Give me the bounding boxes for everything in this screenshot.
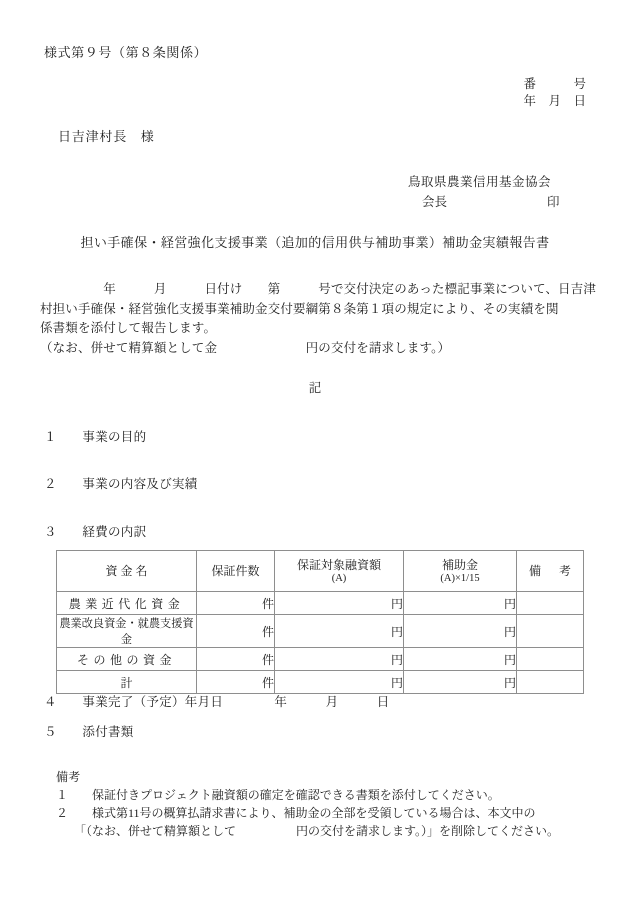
row-fund-name: 農業改良資金・就農支援資金 [57,615,197,648]
ki-mark: 記 [308,381,322,395]
body-line-2: 村担い手確保・経営強化支援事業補助金交付要綱第８条第１項の規定により、その実績を関 [40,301,559,316]
table-header-row [57,551,584,592]
header-fund-name [57,551,197,592]
header-subsidy-main-label: 補助金 [441,557,478,572]
header-loan-main-label: 保証対象融資額 [296,557,381,572]
form-code-label: 様式第９号（第８条関係） [44,45,208,60]
header-loan-sub-label: (A) [331,572,347,584]
header-guaranteed-loan-amount [275,551,404,592]
remark-note-2-continuation: 「（なお、併せて精算額として 円の交付を請求します。）」を削除してください。 [56,824,560,838]
row-guarantee-count[interactable]: 件 [197,592,275,615]
header-guarantee-count-label: 保証件数 [211,563,260,578]
row-subsidy-amount[interactable]: 円 [404,648,517,671]
table-row [57,592,584,615]
issuer-organization: 鳥取県農業信用基金協会 [408,175,552,189]
body-line-3: 係書類を添付して報告します。 [40,321,217,335]
section-item-1-purpose: １ 事業の目的 [44,430,147,444]
row-loan-amount[interactable]: 円 [275,648,404,671]
row-remarks[interactable] [517,615,584,648]
addressee-line: 日吉津村長 様 [58,129,155,144]
remark-note-1: １ 保証付きプロジェクト融資額の確定を確認できる書類を添付してください。 [56,788,500,802]
row-guarantee-count-total[interactable]: 件 [197,671,275,694]
row-fund-name-total: 計 [57,671,197,694]
remarks-title: 備考 [56,770,81,784]
cost-breakdown-table [56,550,584,694]
row-fund-name: 農業近代化資金 [57,592,197,615]
row-remarks[interactable] [517,648,584,671]
section-item-4-completion-date: ４ 事業完了（予定）年月日 年 月 日 [44,695,390,709]
document-title: 担い手確保・経営強化支援事業（追加的信用供与補助事業）補助金実績報告書 [80,235,550,250]
issuer-title-seal: 会長 印 [422,195,560,209]
document-meta-block [523,76,586,110]
row-loan-amount-total[interactable]: 円 [275,671,404,694]
row-remarks[interactable] [517,592,584,615]
row-subsidy-amount-total[interactable]: 円 [404,671,517,694]
table-row [57,648,584,671]
section-item-3-cost-breakdown: ３ 経費の内訳 [44,525,147,539]
row-remarks-total[interactable] [517,671,584,694]
section-item-2-content-results: ２ 事業の内容及び実績 [44,477,198,491]
body-paragraph [40,280,594,358]
remarks-block [56,768,600,840]
row-guarantee-count[interactable]: 件 [197,648,275,671]
row-subsidy-amount[interactable]: 円 [404,592,517,615]
row-loan-amount[interactable]: 円 [275,615,404,648]
header-subsidy-amount [404,551,517,592]
header-fund-name-label: 資金名 [105,563,151,578]
header-guarantee-count [197,551,275,592]
document-date-line: 年 月 日 [523,94,586,108]
table-row [57,615,584,648]
row-subsidy-amount[interactable]: 円 [404,615,517,648]
remark-note-2: ２ 様式第11号の概算払請求書により、補助金の全部を受領している場合は、本文中の [56,806,536,820]
issuer-block [408,172,560,212]
row-loan-amount[interactable]: 円 [275,592,404,615]
header-remarks-label: 備 考 [528,563,574,578]
header-subsidy-sub-label: (A)×1/15 [440,572,480,584]
body-line-1: 年 月 日付け 第 号で交付決定のあった標記事業について、日吉津 [40,282,596,296]
table-row-total [57,671,584,694]
document-number-line: 番 号 [523,77,586,91]
row-guarantee-count[interactable]: 件 [197,615,275,648]
row-fund-name: その他の資金 [57,648,197,671]
section-item-5-attachments: ５ 添付書類 [44,725,134,739]
header-remarks [517,551,584,592]
body-line-4: （なお、併せて精算額として金 円の交付を請求します。） [40,340,451,355]
